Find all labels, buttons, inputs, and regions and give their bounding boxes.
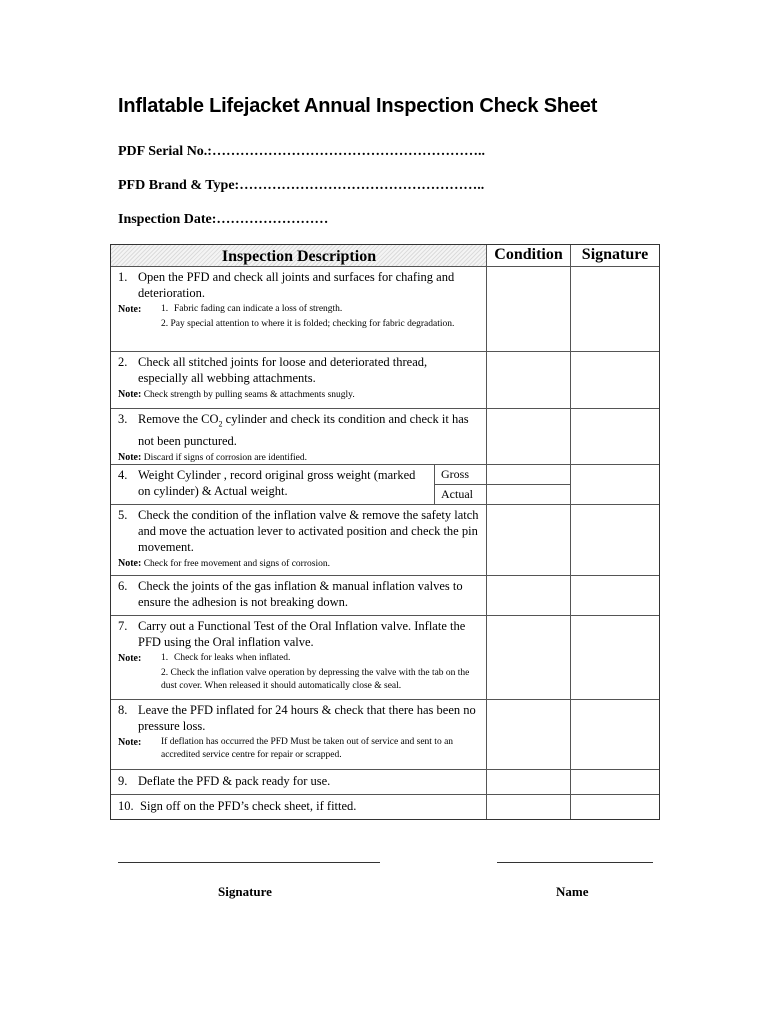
item-description — [111, 409, 486, 464]
signature-cell[interactable] — [570, 505, 659, 575]
item-description — [111, 352, 486, 408]
item-number: 2. — [118, 355, 128, 369]
header-signature: Signature — [570, 245, 659, 266]
subscript: 2 — [218, 419, 223, 429]
serial-number-field[interactable]: PDF Serial No.:………………………………………………….. — [118, 144, 485, 159]
item-description — [111, 616, 486, 699]
condition-cell[interactable] — [486, 409, 570, 464]
note-number: 1. — [161, 304, 169, 314]
note-number: 1. — [161, 653, 169, 663]
actual-weight-cell[interactable] — [487, 484, 570, 503]
note-label: Note: — [118, 451, 142, 463]
gross-label: Gross — [441, 467, 470, 481]
item-number: 4. — [118, 468, 128, 482]
condition-cell — [486, 465, 570, 504]
item-text: Check the condition of the inflation valve & remove the safety latch and move the actuation lever to activated position and check the pin movement. — [138, 508, 479, 554]
actual-label: Actual — [435, 484, 486, 503]
signature-cell[interactable] — [570, 616, 659, 699]
item-text: Sign off on the PFD’s check sheet, if fitted. — [140, 799, 357, 813]
condition-cell[interactable] — [486, 505, 570, 575]
note-text: Discard if signs of corrosion are identified. — [143, 452, 308, 463]
note-label: Note: — [118, 389, 142, 400]
item-text-part: Remove the CO — [138, 412, 219, 426]
condition-cell[interactable] — [486, 576, 570, 615]
table-row — [111, 408, 659, 464]
item-number: 3. — [118, 412, 128, 426]
signature-cell[interactable] — [570, 465, 659, 504]
item-description — [111, 700, 486, 769]
inspection-date-field[interactable]: Inspection Date:…………………… — [118, 212, 329, 227]
item-text — [138, 411, 480, 449]
table-row — [111, 615, 659, 699]
item-text: Check the joints of the gas inflation & manual inflation valves to ensure the adhesion is not breaking down. — [138, 579, 463, 609]
name-line[interactable] — [497, 862, 653, 863]
condition-cell[interactable] — [486, 770, 570, 794]
note-text: Check strength by pulling seams & attachments snugly. — [143, 390, 355, 400]
signature-cell[interactable] — [570, 795, 659, 819]
item-number: 8. — [118, 703, 128, 717]
item-number: 7. — [118, 619, 128, 633]
header-condition: Condition — [486, 245, 570, 266]
condition-cell[interactable] — [486, 795, 570, 819]
table-row — [111, 266, 659, 351]
signature-line[interactable] — [118, 862, 380, 863]
signature-cell[interactable] — [570, 700, 659, 769]
table-row — [111, 504, 659, 575]
item-text: Check all stitched joints for loose and deteriorated thread, especially all webbing attachments. — [138, 355, 428, 385]
item-number: 9. — [118, 774, 128, 788]
page-title: Inflatable Lifejacket Annual Inspection Check Sheet — [118, 95, 598, 117]
table-row — [111, 769, 659, 794]
brand-type-field[interactable]: PFD Brand & Type:…………………………………………….. — [118, 178, 485, 193]
header-description: Inspection Description — [111, 245, 486, 266]
note-label: Note: — [118, 737, 142, 748]
signature-cell[interactable] — [570, 409, 659, 464]
table-row — [111, 699, 659, 769]
note-label: Note: — [118, 653, 142, 664]
item-description — [111, 795, 486, 819]
item-text: Carry out a Functional Test of the Oral Inflation valve. Inflate the PFD using the Oral inflation valve. — [138, 619, 466, 649]
table-row — [111, 794, 659, 819]
item-number: 6. — [118, 579, 128, 593]
gross-weight-cell[interactable] — [487, 465, 570, 484]
note-text: Check for free movement and signs of corrosion. — [143, 559, 330, 569]
item-description — [111, 267, 486, 351]
note-text: Fabric fading can indicate a loss of strength. — [174, 304, 343, 314]
item-number: 10. — [118, 799, 134, 813]
item-text: Leave the PFD inflated for 24 hours & check that there has been no pressure loss. — [138, 703, 476, 733]
item-number: 5. — [118, 508, 128, 522]
table-header-row — [111, 245, 659, 266]
condition-cell[interactable] — [486, 267, 570, 351]
signature-cell[interactable] — [570, 267, 659, 351]
item-description — [111, 576, 486, 615]
item-text: Deflate the PFD & pack ready for use. — [138, 774, 331, 788]
signature-cell[interactable] — [570, 576, 659, 615]
item-number: 1. — [118, 270, 128, 284]
signature-cell[interactable] — [570, 352, 659, 408]
item-text: Open the PFD and check all joints and surfaces for chafing and deterioration. — [138, 270, 455, 300]
signature-label: Signature — [218, 884, 272, 899]
name-label: Name — [556, 884, 589, 899]
note-text: If deflation has occurred the PFD Must be taken out of service and sent to an accredited service centre for repair or scrapped. — [161, 737, 454, 760]
signature-cell[interactable] — [570, 770, 659, 794]
note-text: 2. Check the inflation valve operation by depressing the valve with the tab on the dust cover. When released it should automatically close & seal. — [161, 668, 470, 691]
table-row — [111, 351, 659, 408]
item-description — [111, 770, 486, 794]
note-label: Note: — [118, 558, 142, 569]
condition-cell[interactable] — [486, 352, 570, 408]
item-text: Weight Cylinder , record original gross weight (marked on cylinder) & Actual weight. — [138, 468, 416, 498]
note-label: Note: — [118, 304, 142, 315]
item-description — [111, 465, 486, 504]
table-row — [111, 575, 659, 615]
note-text: 2. Pay special attention to where it is folded; checking for fabric degradation. — [161, 319, 455, 329]
condition-cell[interactable] — [486, 616, 570, 699]
table-row — [111, 464, 659, 504]
item-description — [111, 505, 486, 575]
condition-cell[interactable] — [486, 700, 570, 769]
note-text: Check for leaks when inflated. — [174, 653, 291, 663]
inspection-table — [110, 244, 660, 820]
item-text-part: cylinder and check its condition and check it has not been punctured. — [138, 412, 469, 448]
